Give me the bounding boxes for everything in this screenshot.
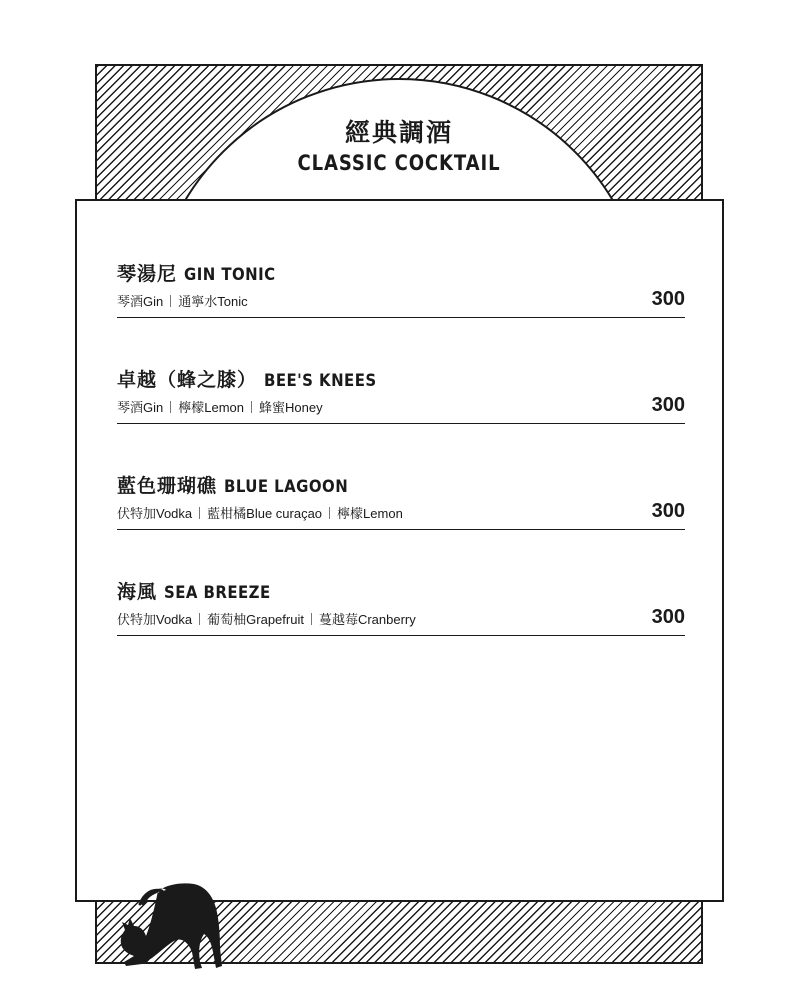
item-ingredients	[117, 505, 403, 523]
item-name-zh: 卓越（蜂之膝）	[117, 369, 258, 391]
separator	[170, 295, 171, 307]
ingredient: 檸檬Lemon	[337, 506, 403, 521]
menu-item-sea-breeze	[117, 580, 685, 636]
ingredient: 伏特加Vodka	[117, 612, 193, 627]
ingredient: 蜂蜜Honey	[258, 400, 323, 415]
separator	[329, 507, 330, 519]
menu-card	[75, 199, 724, 902]
menu-title-en: CLASSIC COCKTAIL	[297, 151, 501, 175]
item-name	[117, 474, 365, 499]
separator	[199, 507, 200, 519]
item-ingredients	[117, 293, 248, 311]
menu-title-zh: 經典調酒	[344, 118, 453, 147]
separator	[251, 401, 252, 413]
item-name-en: BEE'S KNEES	[263, 371, 377, 391]
item-ingredients	[117, 399, 323, 417]
item-name-zh: 琴湯尼	[117, 263, 178, 285]
item-ingredients	[117, 611, 416, 629]
item-name-en: GIN TONIC	[183, 265, 276, 285]
item-name-en: SEA BREEZE	[163, 583, 271, 603]
item-price: 300	[651, 500, 685, 522]
cat-icon	[118, 882, 222, 974]
ingredient: 檸檬Lemon	[178, 400, 244, 415]
menu-item-gin-tonic	[117, 262, 685, 318]
ingredient: 通寧水Tonic	[178, 294, 248, 309]
header-frame	[95, 64, 703, 202]
ingredient: 蔓越莓Cranberry	[318, 612, 416, 627]
separator	[170, 401, 171, 413]
menu-item-bees-knees	[117, 368, 685, 424]
ingredient: 琴酒Gin	[117, 294, 164, 309]
item-name	[117, 580, 285, 605]
item-name	[117, 262, 288, 287]
menu-item-blue-lagoon	[117, 474, 685, 530]
item-price: 300	[651, 394, 685, 416]
item-name-zh: 海風	[117, 581, 158, 603]
ingredient: 伏特加Vodka	[117, 506, 193, 521]
item-price: 300	[651, 288, 685, 310]
item-name-zh: 藍色珊瑚礁	[117, 475, 218, 497]
item-name-en: BLUE LAGOON	[223, 477, 348, 497]
ingredient: 琴酒Gin	[117, 400, 164, 415]
separator	[311, 613, 312, 625]
item-price: 300	[651, 606, 685, 628]
ingredient: 藍柑橘Blue curaçao	[207, 506, 323, 521]
item-name	[117, 368, 392, 393]
menu-title	[97, 116, 701, 176]
separator	[199, 613, 200, 625]
ingredient: 葡萄柚Grapefruit	[207, 612, 304, 627]
